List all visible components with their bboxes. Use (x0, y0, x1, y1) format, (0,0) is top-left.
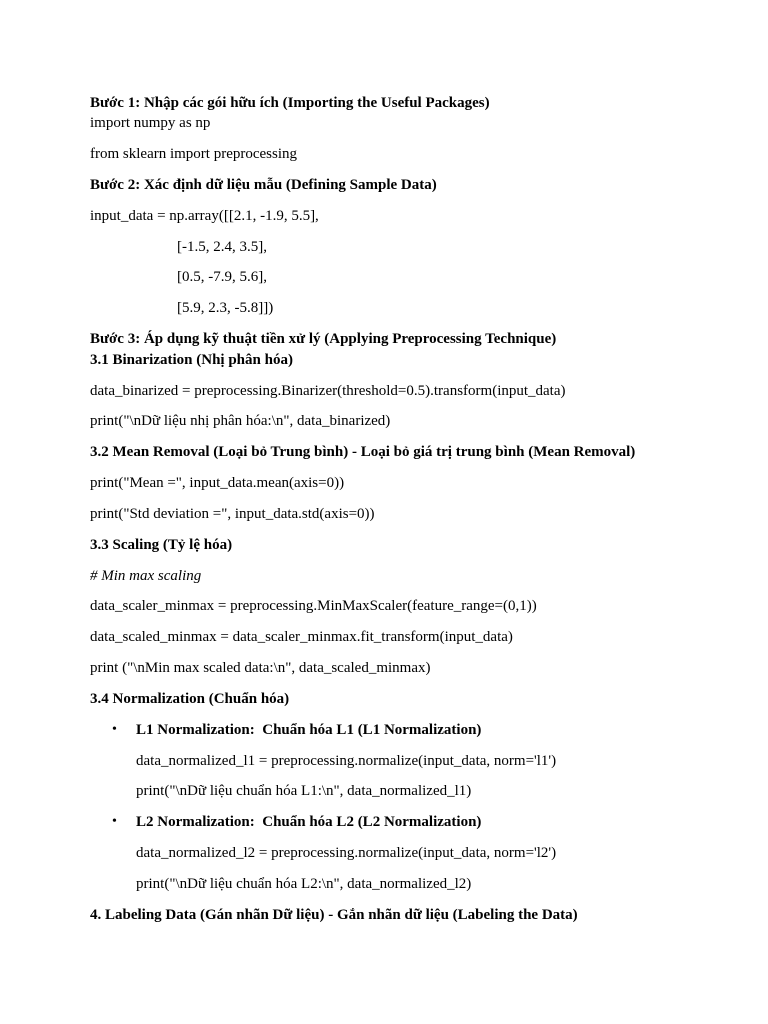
section-3-2-heading: 3.2 Mean Removal (Loại bỏ Trung bình) - Loại bỏ giá trị trung bình (Mean Removal) (90, 444, 636, 460)
section-3-3-heading: 3.3 Scaling (Tỷ lệ hóa) (90, 537, 233, 553)
l1-normalization-heading: L1 Normalization: Chuẩn hóa L1 (L1 Normalization) (136, 722, 482, 738)
step2-heading: Bước 2: Xác định dữ liệu mẫu (Defining Sample Data) (90, 177, 437, 193)
code-line-scaled-minmax: data_scaled_minmax = data_scaler_minmax.fit_transform(input_data) (90, 629, 513, 645)
code-line-input-data: input_data = np.array([[2.1, -1.9, 5.5], (90, 208, 319, 224)
code-line-array-row-3: [0.5, -7.9, 5.6], (177, 269, 267, 285)
bullet-marker-l1: • (112, 722, 117, 737)
code-line-normalized-l1: data_normalized_l1 = preprocessing.normalize(input_data, norm='l1') (136, 753, 557, 769)
code-line-binarized: data_binarized = preprocessing.Binarizer(threshold=0.5).transform(input_data) (90, 383, 566, 399)
code-line-array-row-2: [-1.5, 2.4, 3.5], (177, 239, 267, 255)
code-comment-min-max: # Min max scaling (90, 568, 202, 584)
code-line-print-binarized: print("\nDữ liệu nhị phân hóa:\n", data_binarized) (90, 413, 391, 429)
code-line-print-mean: print("Mean =", input_data.mean(axis=0)) (90, 475, 345, 491)
section-3-4-heading: 3.4 Normalization (Chuẩn hóa) (90, 691, 290, 707)
code-line-import-numpy: import numpy as np (90, 115, 211, 131)
code-line-normalized-l2: data_normalized_l2 = preprocessing.normalize(input_data, norm='l2') (136, 845, 557, 861)
code-line-print-l1: print("\nDữ liệu chuẩn hóa L1:\n", data_normalized_l1) (136, 783, 472, 799)
section-3-1-heading: 3.1 Binarization (Nhị phân hóa) (90, 352, 293, 368)
l2-normalization-heading: L2 Normalization: Chuẩn hóa L2 (L2 Normalization) (136, 814, 482, 830)
bullet-marker-l2: • (112, 814, 117, 829)
step3-heading: Bước 3: Áp dụng kỹ thuật tiền xử lý (Applying Preprocessing Technique) (90, 331, 557, 347)
code-line-print-std: print("Std deviation =", input_data.std(axis=0)) (90, 506, 375, 522)
code-line-print-l2: print("\nDữ liệu chuẩn hóa L2:\n", data_normalized_l2) (136, 876, 472, 892)
code-line-array-row-4: [5.9, 2.3, -5.8]]) (177, 300, 274, 316)
code-line-print-scaled: print ("\nMin max scaled data:\n", data_scaled_minmax) (90, 660, 431, 676)
step4-heading: 4. Labeling Data (Gán nhãn Dữ liệu) - Gắn nhãn dữ liệu (Labeling the Data) (90, 907, 578, 923)
step1-heading: Bước 1: Nhập các gói hữu ích (Importing the Useful Packages) (90, 95, 490, 111)
code-line-import-preprocessing: from sklearn import preprocessing (90, 146, 298, 162)
code-line-scaler-minmax: data_scaler_minmax = preprocessing.MinMaxScaler(feature_range=(0,1)) (90, 598, 537, 614)
